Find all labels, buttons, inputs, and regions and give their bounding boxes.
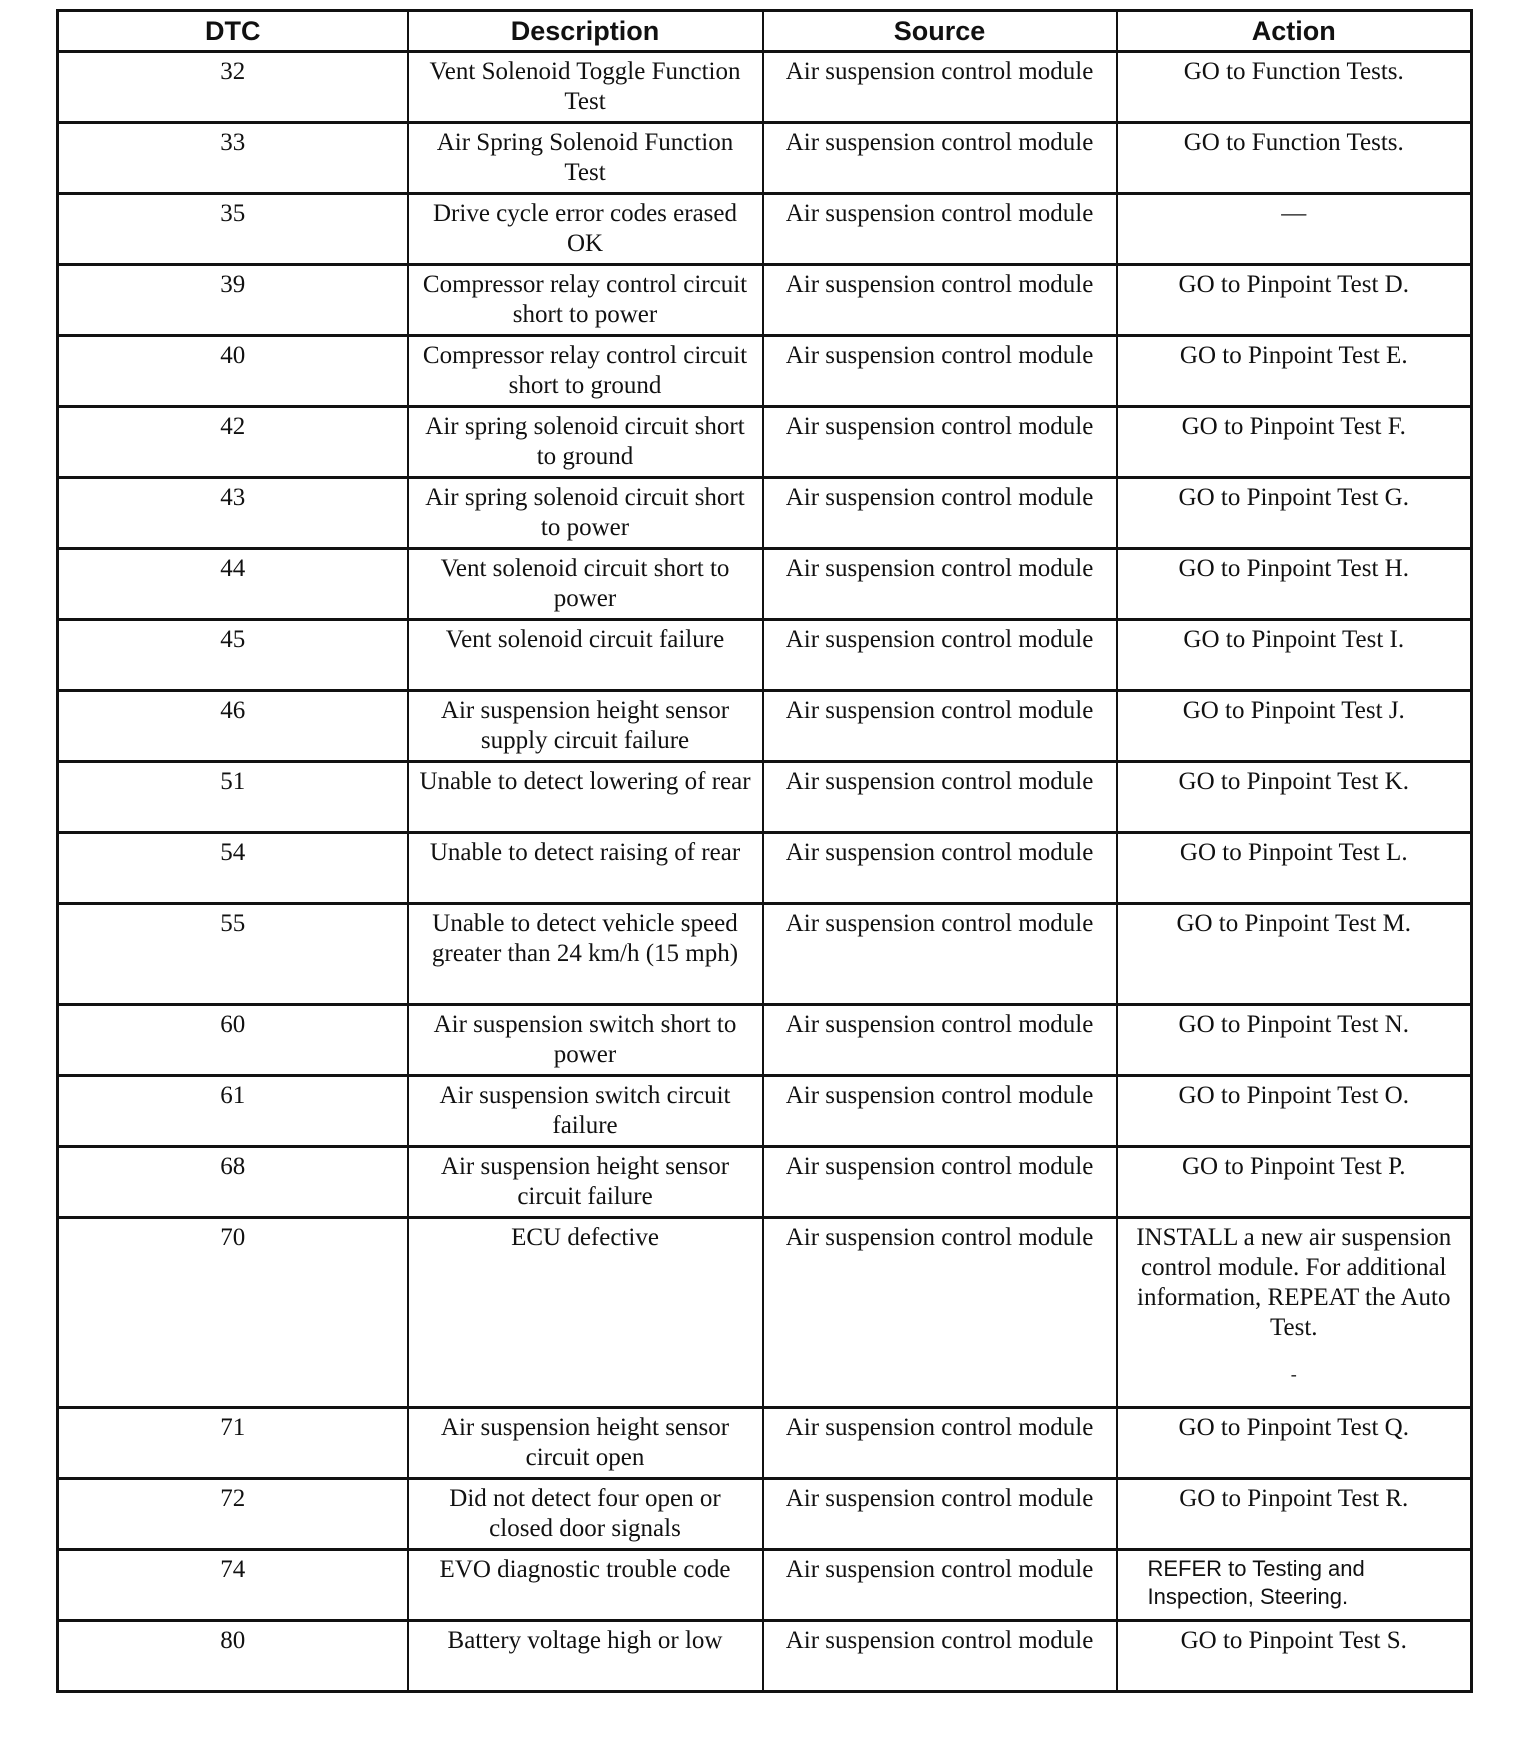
- description-cell: Drive cycle error codes erased OK: [408, 194, 763, 265]
- source-cell: Air suspension control module: [763, 1147, 1117, 1218]
- description-cell: Unable to detect lowering of rear: [408, 762, 763, 833]
- action-text: INSTALL a new air suspension control module. For additional information, REPEAT the Auto Test.: [1136, 1224, 1452, 1341]
- description-cell: Unable to detect raising of rear: [408, 833, 763, 904]
- dtc-cell: 70: [58, 1218, 408, 1408]
- description-cell: Vent Solenoid Toggle Function Test: [408, 52, 763, 123]
- header-dtc: DTC: [58, 11, 408, 52]
- dtc-cell: 40: [58, 336, 408, 407]
- dtc-cell: 51: [58, 762, 408, 833]
- description-cell: Air suspension switch short to power: [408, 1005, 763, 1076]
- dtc-cell: 44: [58, 549, 408, 620]
- description-cell: Air spring solenoid circuit short to power: [408, 478, 763, 549]
- dtc-cell: 74: [58, 1550, 408, 1621]
- table-row: [58, 904, 1472, 1005]
- header-row: [58, 11, 1472, 52]
- description-cell: Air Spring Solenoid Function Test: [408, 123, 763, 194]
- action-cell: GO to Pinpoint Test R.: [1117, 1479, 1472, 1550]
- table-row: [58, 1479, 1472, 1550]
- source-cell: Air suspension control module: [763, 407, 1117, 478]
- action-cell: GO to Pinpoint Test P.: [1117, 1147, 1472, 1218]
- action-cell: GO to Pinpoint Test L.: [1117, 833, 1472, 904]
- table-row: [58, 52, 1472, 123]
- table-row: [58, 478, 1472, 549]
- table-row: [58, 1218, 1472, 1408]
- source-cell: Air suspension control module: [763, 1218, 1117, 1408]
- dtc-cell: 32: [58, 52, 408, 123]
- dtc-cell: 33: [58, 123, 408, 194]
- stray-mark: -: [1290, 1364, 1297, 1384]
- action-cell: GO to Function Tests.: [1117, 52, 1472, 123]
- table-row: [58, 1147, 1472, 1218]
- description-cell: Air suspension height sensor circuit open: [408, 1408, 763, 1479]
- table-row: [58, 1550, 1472, 1621]
- dtc-cell: 35: [58, 194, 408, 265]
- action-cell: GO to Pinpoint Test N.: [1117, 1005, 1472, 1076]
- table-row: [58, 691, 1472, 762]
- action-cell: —: [1117, 194, 1472, 265]
- dtc-cell: 68: [58, 1147, 408, 1218]
- action-cell: REFER to Testing and Inspection, Steering.: [1117, 1550, 1472, 1621]
- source-cell: Air suspension control module: [763, 762, 1117, 833]
- header-description: Description: [408, 11, 763, 52]
- action-cell: GO to Pinpoint Test Q.: [1117, 1408, 1472, 1479]
- description-cell: Air suspension switch circuit failure: [408, 1076, 763, 1147]
- dtc-table: [56, 9, 1473, 1693]
- description-cell: Compressor relay control circuit short to power: [408, 265, 763, 336]
- description-cell: Unable to detect vehicle speed greater than 24 km/h (15 mph): [408, 904, 763, 1005]
- action-cell: GO to Pinpoint Test O.: [1117, 1076, 1472, 1147]
- table-row: [58, 407, 1472, 478]
- description-cell: Compressor relay control circuit short to ground: [408, 336, 763, 407]
- action-cell: GO to Pinpoint Test E.: [1117, 336, 1472, 407]
- table-row: [58, 336, 1472, 407]
- source-cell: Air suspension control module: [763, 549, 1117, 620]
- dtc-cell: 71: [58, 1408, 408, 1479]
- source-cell: Air suspension control module: [763, 1479, 1117, 1550]
- dtc-cell: 80: [58, 1621, 408, 1692]
- dtc-cell: 45: [58, 620, 408, 691]
- table-row: [58, 1621, 1472, 1692]
- source-cell: Air suspension control module: [763, 833, 1117, 904]
- dtc-cell: 42: [58, 407, 408, 478]
- table-row: [58, 762, 1472, 833]
- action-cell: GO to Pinpoint Test M.: [1117, 904, 1472, 1005]
- source-cell: Air suspension control module: [763, 265, 1117, 336]
- dtc-cell: 39: [58, 265, 408, 336]
- dtc-cell: 55: [58, 904, 408, 1005]
- source-cell: Air suspension control module: [763, 904, 1117, 1005]
- description-cell: Battery voltage high or low: [408, 1621, 763, 1692]
- source-cell: Air suspension control module: [763, 1621, 1117, 1692]
- description-cell: Air suspension height sensor circuit failure: [408, 1147, 763, 1218]
- action-cell: GO to Pinpoint Test G.: [1117, 478, 1472, 549]
- table-row: [58, 1005, 1472, 1076]
- description-cell: Air spring solenoid circuit short to ground: [408, 407, 763, 478]
- source-cell: Air suspension control module: [763, 194, 1117, 265]
- table-row: [58, 194, 1472, 265]
- source-cell: Air suspension control module: [763, 123, 1117, 194]
- source-cell: Air suspension control module: [763, 478, 1117, 549]
- dtc-cell: 54: [58, 833, 408, 904]
- description-cell: Air suspension height sensor supply circuit failure: [408, 691, 763, 762]
- action-cell: GO to Pinpoint Test F.: [1117, 407, 1472, 478]
- table-row: [58, 833, 1472, 904]
- action-cell: GO to Pinpoint Test I.: [1117, 620, 1472, 691]
- dtc-cell: 46: [58, 691, 408, 762]
- header-source: Source: [763, 11, 1117, 52]
- source-cell: Air suspension control module: [763, 691, 1117, 762]
- table-row: [58, 549, 1472, 620]
- action-cell: GO to Pinpoint Test K.: [1117, 762, 1472, 833]
- table-row: [58, 620, 1472, 691]
- dtc-cell: 60: [58, 1005, 408, 1076]
- action-cell: GO to Pinpoint Test S.: [1117, 1621, 1472, 1692]
- action-cell: [1117, 1218, 1472, 1408]
- source-cell: Air suspension control module: [763, 1005, 1117, 1076]
- table-row: [58, 1076, 1472, 1147]
- dtc-cell: 43: [58, 478, 408, 549]
- source-cell: Air suspension control module: [763, 336, 1117, 407]
- description-cell: EVO diagnostic trouble code: [408, 1550, 763, 1621]
- description-cell: Vent solenoid circuit short to power: [408, 549, 763, 620]
- header-action: Action: [1117, 11, 1472, 52]
- source-cell: Air suspension control module: [763, 1076, 1117, 1147]
- source-cell: Air suspension control module: [763, 1550, 1117, 1621]
- description-cell: ECU defective: [408, 1218, 763, 1408]
- action-cell: GO to Function Tests.: [1117, 123, 1472, 194]
- action-cell: GO to Pinpoint Test J.: [1117, 691, 1472, 762]
- source-cell: Air suspension control module: [763, 52, 1117, 123]
- source-cell: Air suspension control module: [763, 620, 1117, 691]
- action-cell: GO to Pinpoint Test H.: [1117, 549, 1472, 620]
- source-cell: Air suspension control module: [763, 1408, 1117, 1479]
- action-cell: GO to Pinpoint Test D.: [1117, 265, 1472, 336]
- dtc-cell: 61: [58, 1076, 408, 1147]
- dtc-cell: 72: [58, 1479, 408, 1550]
- description-cell: Did not detect four open or closed door signals: [408, 1479, 763, 1550]
- table-row: [58, 1408, 1472, 1479]
- description-cell: Vent solenoid circuit failure: [408, 620, 763, 691]
- table-row: [58, 123, 1472, 194]
- table-row: [58, 265, 1472, 336]
